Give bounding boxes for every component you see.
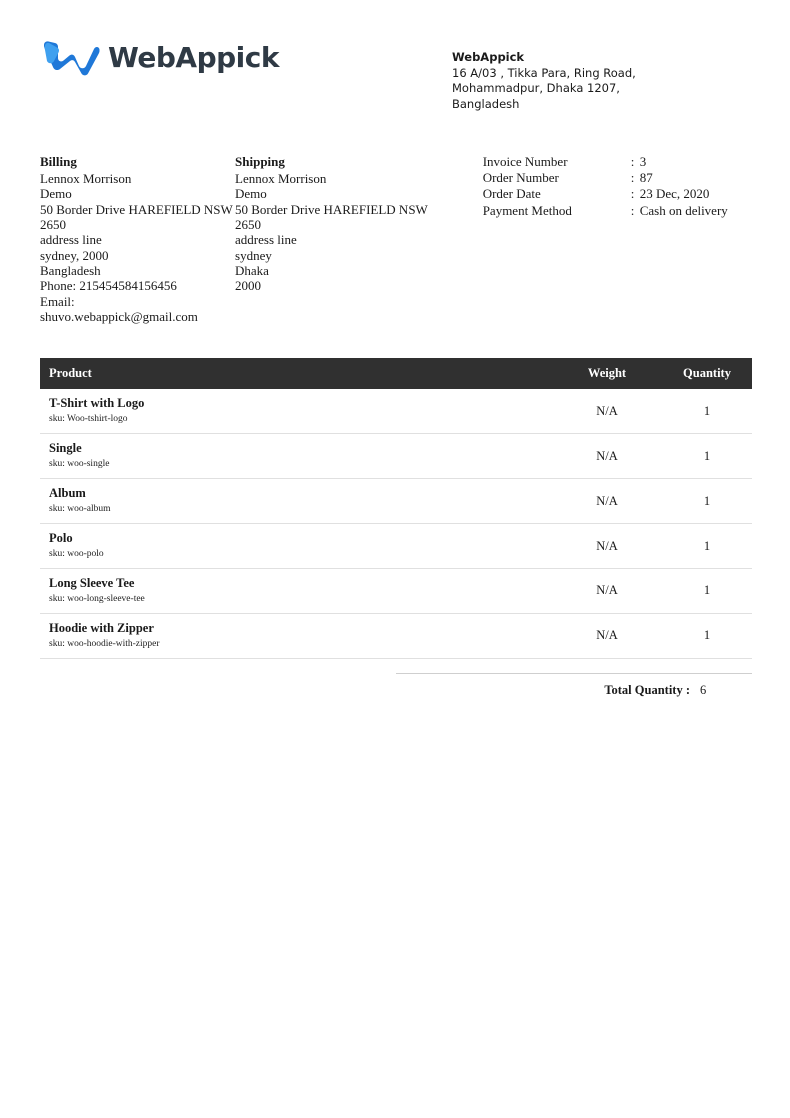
billing-block bbox=[40, 154, 235, 325]
brand-logo bbox=[40, 38, 279, 76]
billing-line: Lennox Morrison bbox=[40, 171, 132, 187]
table-row bbox=[40, 613, 752, 658]
company-address-line: Bangladesh bbox=[452, 96, 520, 111]
quantity-cell: 1 bbox=[662, 524, 752, 569]
billing-line: 50 Border Drive HAREFIELD NSW 2650 bbox=[40, 201, 236, 232]
shipping-line: Demo bbox=[235, 186, 267, 202]
product-cell bbox=[40, 568, 552, 613]
addresses-and-meta bbox=[40, 154, 752, 325]
meta-value: 87 bbox=[639, 170, 653, 186]
product-cell bbox=[40, 479, 552, 524]
table-row bbox=[40, 479, 752, 524]
weight-cell: N/A bbox=[552, 389, 662, 433]
quantity-cell: 1 bbox=[662, 613, 752, 658]
column-header-weight: Weight bbox=[552, 358, 662, 389]
product-name: Album bbox=[49, 486, 86, 501]
quantity-cell: 1 bbox=[662, 389, 752, 433]
billing-line: address line bbox=[40, 232, 102, 248]
product-sku: sku: woo-polo bbox=[49, 548, 104, 559]
brand-name: WebAppick bbox=[108, 40, 279, 74]
meta-row-invoice-number bbox=[483, 154, 752, 169]
product-sku: sku: Woo-tshirt-logo bbox=[49, 413, 128, 424]
meta-label: Invoice Number bbox=[482, 153, 568, 169]
shipping-line: 2000 bbox=[235, 278, 262, 294]
meta-value: Cash on delivery bbox=[639, 202, 728, 218]
total-quantity-value: 6 bbox=[700, 682, 707, 697]
product-name: T-Shirt with Logo bbox=[49, 396, 145, 411]
weight-cell: N/A bbox=[552, 524, 662, 569]
meta-row-payment-method bbox=[483, 203, 752, 218]
webappick-w-logo-icon bbox=[42, 38, 100, 76]
product-sku: sku: woo-single bbox=[49, 458, 110, 469]
billing-email: Email: shuvo.webappick@gmail.com bbox=[40, 293, 198, 324]
meta-value: 3 bbox=[639, 153, 647, 169]
total-quantity-label: Total Quantity : bbox=[604, 682, 690, 697]
product-name: Single bbox=[49, 441, 82, 456]
column-header-product: Product bbox=[40, 358, 552, 389]
invoice-header bbox=[40, 30, 752, 112]
table-row bbox=[40, 524, 752, 569]
weight-cell: N/A bbox=[552, 568, 662, 613]
items-table-body bbox=[40, 389, 752, 658]
billing-line: sydney, 2000 bbox=[40, 247, 109, 263]
company-name: WebAppick bbox=[452, 50, 525, 64]
shipping-line: Lennox Morrison bbox=[235, 171, 327, 187]
table-row bbox=[40, 389, 752, 433]
meta-separator: : bbox=[630, 153, 635, 169]
quantity-cell: 1 bbox=[662, 479, 752, 524]
totals-section bbox=[40, 673, 752, 698]
quantity-cell: 1 bbox=[662, 434, 752, 479]
shipping-line: 50 Border Drive HAREFIELD NSW 2650 bbox=[235, 201, 431, 232]
meta-separator: : bbox=[630, 186, 635, 202]
weight-cell: N/A bbox=[552, 613, 662, 658]
product-sku: sku: woo-album bbox=[49, 503, 111, 514]
product-name: Long Sleeve Tee bbox=[49, 575, 135, 590]
product-cell bbox=[40, 524, 552, 569]
company-address-block bbox=[452, 50, 752, 112]
meta-separator: : bbox=[630, 170, 635, 186]
table-header-row bbox=[40, 358, 752, 389]
meta-value: 23 Dec, 2020 bbox=[639, 186, 710, 202]
items-table-head bbox=[40, 358, 752, 389]
billing-line: Bangladesh bbox=[40, 262, 101, 278]
items-table bbox=[40, 358, 752, 659]
billing-phone: Phone: 215454584156456 bbox=[40, 278, 177, 294]
product-name: Polo bbox=[49, 531, 73, 546]
quantity-cell: 1 bbox=[662, 568, 752, 613]
total-quantity-row bbox=[396, 673, 752, 698]
shipping-block bbox=[235, 154, 435, 325]
product-name: Hoodie with Zipper bbox=[49, 620, 154, 635]
billing-title: Billing bbox=[40, 153, 77, 169]
product-sku: sku: woo-hoodie-with-zipper bbox=[49, 638, 160, 649]
product-cell bbox=[40, 434, 552, 479]
table-row bbox=[40, 568, 752, 613]
meta-label: Order Number bbox=[482, 170, 559, 186]
meta-separator: : bbox=[630, 202, 635, 218]
shipping-line: sydney bbox=[235, 247, 272, 263]
order-meta-block bbox=[483, 154, 752, 325]
meta-label: Payment Method bbox=[482, 202, 572, 218]
meta-label: Order Date bbox=[482, 186, 541, 202]
shipping-line: Dhaka bbox=[235, 262, 269, 278]
product-sku: sku: woo-long-sleeve-tee bbox=[49, 593, 145, 604]
weight-cell: N/A bbox=[552, 434, 662, 479]
product-cell bbox=[40, 389, 552, 433]
column-header-quantity: Quantity bbox=[662, 358, 752, 389]
weight-cell: N/A bbox=[552, 479, 662, 524]
meta-row-order-date bbox=[483, 186, 752, 201]
meta-row-order-number bbox=[483, 170, 752, 185]
company-address-line: Mohammadpur, Dhaka 1207, bbox=[452, 81, 620, 96]
company-address-line: 16 A/03 , Tikka Para, Ring Road, bbox=[452, 66, 636, 81]
product-cell bbox=[40, 613, 552, 658]
table-row bbox=[40, 434, 752, 479]
shipping-line: address line bbox=[235, 232, 297, 248]
billing-line: Demo bbox=[40, 186, 72, 202]
shipping-title: Shipping bbox=[235, 153, 285, 169]
